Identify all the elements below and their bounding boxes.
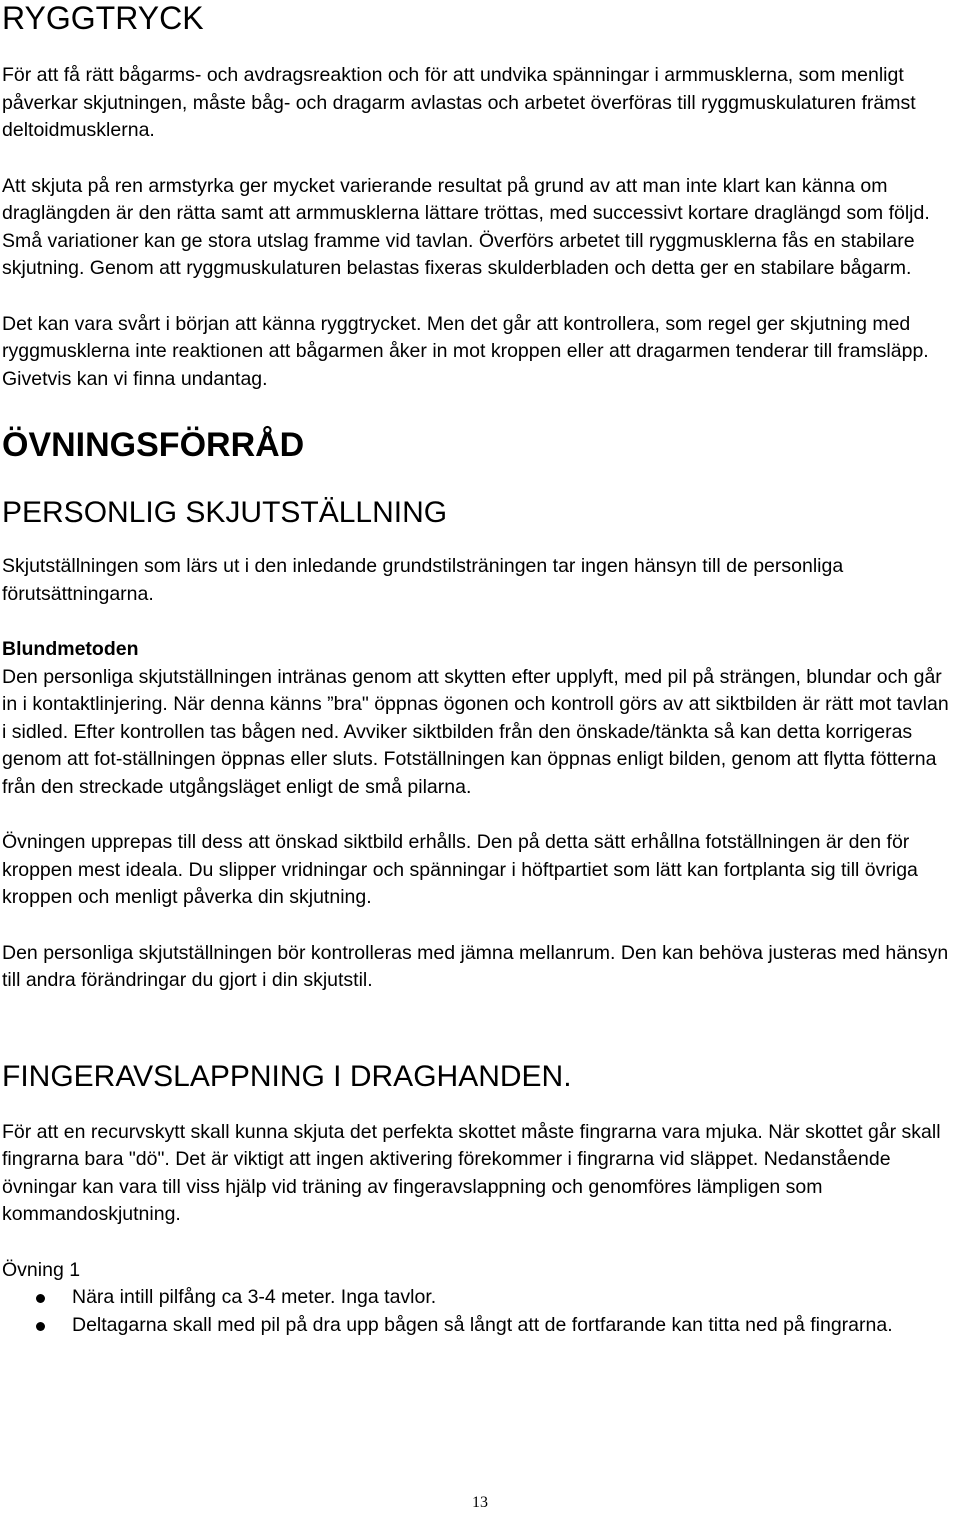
list-item-text: Deltagarna skall med pil på dra upp bågen så långt att de fortfarande kan titta ned på fingrarna. <box>72 1313 893 1336</box>
document-page <box>2 0 954 1339</box>
exercise-list <box>2 1284 954 1339</box>
bullet-icon <box>36 1322 45 1331</box>
bullet-icon <box>36 1294 45 1303</box>
list-item <box>2 1284 954 1312</box>
paragraph: Givetvis kan vi finna undantag. <box>2 367 268 390</box>
list-item-text: Nära intill pilfång ca 3-4 meter. Inga tavlor. <box>72 1286 437 1308</box>
section-heading-fingeravslappning: FINGERAVSLAPPNING I DRAGHANDEN. <box>2 1059 572 1093</box>
method-title: Blundmetoden <box>2 638 139 660</box>
paragraph: Det kan vara svårt i början att känna ryggtrycket. Men det går att kontrollera, som regel ger skjutning med ryggmusklerna inte reaktionen att bågarmen åker in mot kroppen eller att dragarmen tenderar till framsläpp. <box>2 312 929 362</box>
paragraph: Den personliga skjutställningen intränas genom att skytten efter upplyft, med pil på strängen, blundar och går in i kontaktlinjering. När denna känns ”bra" öppnas ögonen och kontroll görs av att siktbilden är rätt mot tavlan i sidled. Efter kontrollen tas bågen ned. Avviker siktbilden från den önskade/tänkta så kan detta korrigeras genom att fot-ställningen öppnas eller sluts. Fotställningen kan öppnas enligt bilden, genom att flytta fötterna från den streckade utgångsläget enligt de små pilarna. <box>2 665 949 798</box>
section-heading-ryggtryck: RYGGTRYCK <box>2 0 204 36</box>
paragraph: Skjutställningen som lärs ut i den inledande grundstilsträningen tar ingen hänsyn till de personliga förutsättningarna. <box>2 555 844 605</box>
subheading-personlig-skjutstallning: PERSONLIG SKJUTSTÄLLNING <box>2 496 448 529</box>
section-heading-ovningsforrad: ÖVNINGSFÖRRÅD <box>2 426 305 464</box>
paragraph: Övningen upprepas till dess att önskad siktbild erhålls. Den på detta sätt erhållna fotställningen är den för kroppen mest ideala. Du slipper vridningar och spänningar i höftpartiet som lätt kan fortplanta sig till övriga kroppen och menligt påverka din skjutning. <box>2 831 918 908</box>
page-number: 13 <box>472 1494 488 1511</box>
paragraph: För att få rätt bågarms- och avdragsreaktion och för att undvika spänningar i armmusklerna, som menligt påverkar skjutningen, måste båg- och dragarm avlastas och arbetet överföras till ryggmuskulaturen främst deltoidmusklerna. <box>2 64 916 141</box>
paragraph: Den personliga skjutställningen bör kontrolleras med jämna mellanrum. Den kan behöva justeras med hänsyn till andra förändringar du gjort i din skjutstil. <box>2 941 949 991</box>
exercise-title: Övning 1 <box>2 1258 81 1281</box>
paragraph: För att en recurvskytt skall kunna skjuta det perfekta skottet måste fingrarna vara mjuka. När skottet går skall fingrarna bara "dö". Det är viktigt att ingen aktivering förekommer i fingrarna vid släppet. Nedanstående övningar kan vara till viss hjälp vid träning av fingeravslappning och genomföres lämpligen som kommandoskjutning. <box>2 1120 941 1225</box>
paragraph: Att skjuta på ren armstyrka ger mycket varierande resultat på grund av att man inte klart kan känna om draglängden är den rätta samt att armmusklerna lättare tröttas, med successivt kortare draglängd som följd. Små variationer kan ge stora utslag framme vid tavlan. Överförs arbetet till ryggmusklerna fås en stabilare skjutning. Genom att ryggmuskulaturen belastas fixeras skulderbladen och detta ger en stabilare bågarm. <box>2 174 930 279</box>
list-item <box>2 1312 954 1340</box>
